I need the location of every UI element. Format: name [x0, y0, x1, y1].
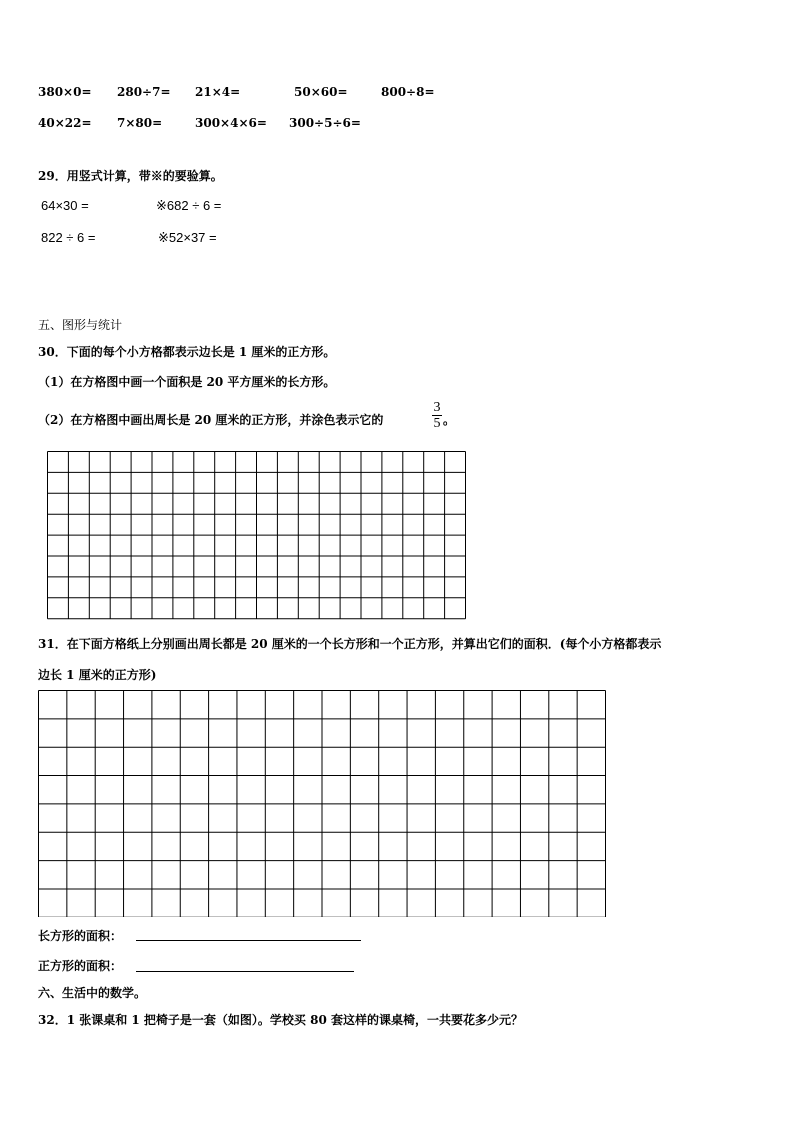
section-5-heading: 五、图形与统计 — [38, 318, 123, 332]
calc-item: 380×0= — [38, 85, 92, 99]
calc-item: 300÷5÷6= — [289, 116, 361, 130]
fraction-numerator: 3 — [433, 400, 441, 415]
calc-item: 40×22= — [38, 116, 92, 130]
question-30-part1: （1）在方格图中画一个面积是 20 平方厘米的长方形。 — [38, 375, 336, 389]
question-29-title: 29．用竖式计算，带※的要验算。 — [38, 169, 223, 183]
question-30-part2-end: 。 — [443, 413, 456, 427]
vertical-calc-item: 822 ÷ 6 = — [41, 230, 96, 245]
question-31-title: 31．在下面方格纸上分别画出周长都是 20 厘米的一个长方形和一个正方形，并算出它们的面积．(每个小方格都表示 — [38, 637, 662, 651]
vertical-calc-item: ※52×37 = — [158, 230, 217, 245]
calc-item: 50×60= — [294, 85, 348, 99]
question-32-title: 32．1 张课桌和 1 把椅子是一套（如图）。学校买 80 套这样的课桌椅，一共要花多少元？ — [38, 1013, 523, 1027]
question-30-title: 30．下面的每个小方格都表示边长是 1 厘米的正方形。 — [38, 345, 336, 359]
calc-item: 21×4= — [195, 85, 241, 99]
square-area-answer-line[interactable] — [136, 971, 354, 972]
calc-item: 280÷7= — [117, 85, 171, 99]
square-grid-30[interactable] — [47, 451, 467, 623]
rect-area-answer-line[interactable] — [136, 940, 361, 941]
square-grid-31[interactable] — [38, 690, 608, 917]
section-6-heading: 六、生活中的数学。 — [38, 986, 147, 1000]
question-31-title-continued: 边长 1 厘米的正方形) — [38, 668, 157, 682]
calc-item: 7×80= — [117, 116, 163, 130]
fraction-denominator: 5 — [433, 416, 441, 431]
fraction-three-fifths — [432, 400, 442, 431]
question-30-part2: （2）在方格图中画出周长是 20 厘米的正方形，并涂色表示它的 — [38, 413, 384, 427]
calc-item: 300×4×6= — [195, 116, 267, 130]
calc-item: 800÷8= — [381, 85, 435, 99]
square-area-label: 正方形的面积： — [38, 959, 123, 973]
rect-area-label: 长方形的面积： — [38, 929, 123, 943]
vertical-calc-item: 64×30 = — [41, 198, 89, 213]
vertical-calc-item: ※682 ÷ 6 = — [156, 198, 222, 213]
